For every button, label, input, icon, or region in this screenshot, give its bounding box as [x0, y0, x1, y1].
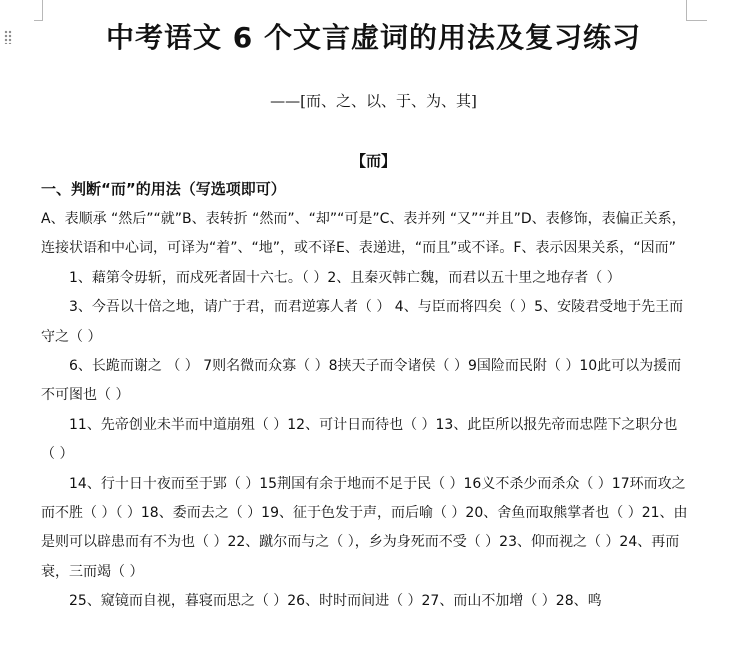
document-title: 中考语文 6 个文言虚词的用法及复习练习 — [106, 21, 641, 54]
exercise-heading: 一、判断“而”的用法（写选项即可） — [41, 180, 286, 198]
document-body — [41, 205, 689, 617]
exercise-paragraph: 25、窥镜而自视，暮寝而思之（ ）26、时时而间进（ ）27、而山不加增（ ）28、鸣 — [69, 593, 602, 610]
usage-options-paragraph: A、表顺承 “然后”“就”B、表转折 “然而”、“却”“可是”C、表并列 “又”“并且”D、表修饰，表偏正关系，连接状语和中心词，可译为“着”、“地”，或不译E、表递进，“而且”或不译。F、表示因果关系，“因而” — [41, 211, 686, 257]
exercise-paragraph: 6、长跪而谢之 （ ） 7则名微而众寡（ ）8挟天子而令诸侯（ ）9国险而民附（ ）10此可以为援而不可图也（ ） — [41, 358, 682, 404]
exercise-paragraph: 1、藉第令毋斩，而戍死者固十六七。（ ）2、且秦灭韩亡魏，而君以五十里之地存者（ ） — [69, 269, 621, 286]
exercise-paragraph: 3、今吾以十倍之地，请广于君，而君逆寡人者（ ） 4、与臣而将四矣（ ）5、安陵君受地于先王而守之（ ） — [41, 299, 684, 345]
exercise-paragraph: 14、行十日十夜而至于郢（ ）15荆国有余于地而不足于民（ ）16义不杀少而杀众（ ）17环而攻之而不胜（ ）（ ）18、委而去之（ ）19、征于色发于声，而后喻（ ）20、舍鱼而取熊掌者也（ ）21、由是则可以辟患而有不为也（ ）22、蹴尔而与之（ ），乡为身死而不受（ ）23、仰而视之（ ）24、再而衰，三而竭（ ） — [41, 475, 688, 580]
section-heading: 【而】 — [350, 152, 396, 170]
document-subtitle: ——[而、之、以、于、为、其] — [270, 92, 477, 110]
exercise-paragraph: 11、先帝创业未半而中道崩殂（ ）12、可计日而待也（ ）13、此臣所以报先帝而忠陛下之职分也（ ） — [41, 416, 678, 463]
